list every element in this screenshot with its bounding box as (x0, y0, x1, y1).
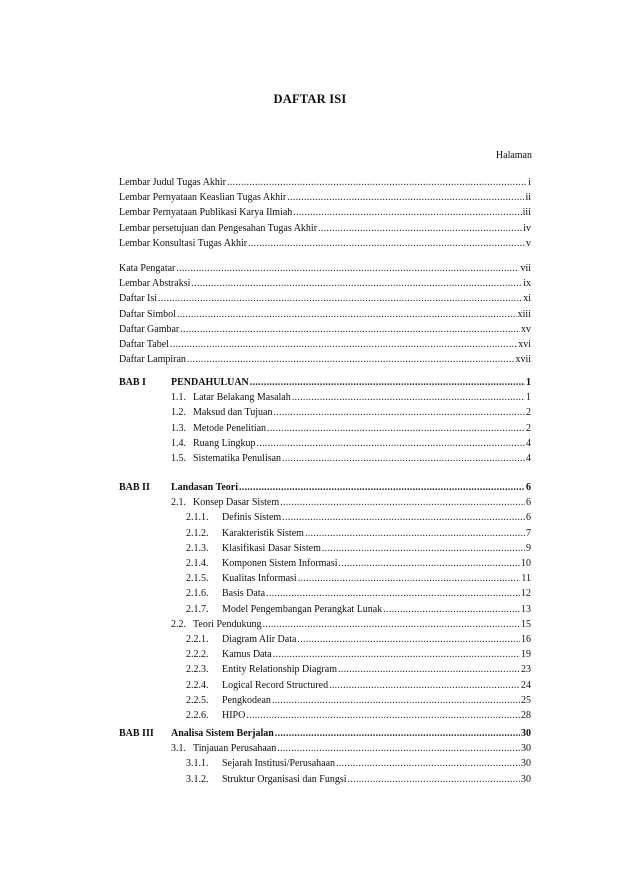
entry-number: 2.2.4. (186, 679, 209, 691)
chapter-entry (171, 376, 531, 390)
dot-leader (266, 587, 520, 601)
dot-leader (338, 663, 520, 677)
entry-number: 2.1.5. (186, 573, 209, 585)
entry-label: Daftar Tabel (119, 339, 169, 350)
entry-page-number: 4 (526, 453, 531, 464)
section-entry (171, 452, 531, 466)
entry-page-number: 24 (521, 679, 531, 691)
section-entry (171, 496, 531, 510)
halaman-label: Halaman (495, 150, 532, 161)
entry-page-number: ii (525, 192, 531, 204)
dot-leader (280, 496, 525, 510)
entry-label: Sejarah Institusi/Perusahaan (222, 758, 336, 770)
entry-label: Struktur Organisasi dan Fungsi (222, 773, 347, 785)
entry-number: 1.5. (171, 453, 186, 464)
entry-number: 2.2.6. (186, 710, 209, 721)
entry-page-number: 4 (526, 437, 531, 449)
entry-number: 2.1.4. (186, 558, 209, 569)
entry-label: Entity Relationship Diagram (222, 664, 337, 676)
subsection-entry (186, 773, 531, 787)
dot-leader (348, 773, 520, 787)
entry-label: Lembar Konsultasi Tugas Akhir (119, 237, 248, 249)
entry-number: 1.4. (171, 437, 186, 449)
entry-page-number: 30 (521, 773, 531, 785)
dot-leader (227, 176, 527, 190)
dot-leader (282, 511, 525, 525)
entry-page-number: 28 (521, 710, 531, 721)
entry-number: 3.1. (171, 743, 186, 755)
entry-label: Daftar Isi (119, 293, 158, 305)
entry-number: 2.2. (171, 618, 186, 630)
entry-label: Daftar Simbol (119, 308, 176, 320)
entry-label: Klasifikasi Dasar Sistem (222, 542, 321, 554)
entry-page-number: iii (522, 207, 531, 219)
entry-label: Lembar Judul Tugas Akhir (119, 177, 226, 188)
entry-number: 2.2.1. (186, 634, 209, 645)
toc-entry (119, 262, 531, 276)
entry-number: 1.1. (171, 392, 186, 404)
entry-page-number: 23 (521, 664, 531, 676)
chapter-entry (171, 481, 531, 495)
subsection-entry (186, 511, 531, 525)
entry-number: 2.1.3. (186, 542, 209, 554)
entry-page-number: 13 (521, 603, 531, 615)
entry-number: 2.2.3. (186, 664, 209, 676)
section-entry (171, 742, 531, 756)
dot-leader (282, 452, 525, 466)
dot-leader (176, 262, 519, 276)
entry-page-number: xvi (518, 339, 531, 350)
toc-entry (119, 353, 531, 367)
entry-number: 1.2. (171, 407, 186, 419)
entry-number: 3.1.2. (186, 773, 209, 785)
entry-page-number: 6 (526, 497, 531, 509)
toc-entry (119, 323, 531, 337)
toc-entry (119, 191, 531, 205)
entry-page-number: 10 (521, 558, 531, 569)
section-entry (171, 437, 531, 451)
entry-page-number: xi (523, 293, 531, 305)
entry-page-number: ix (523, 278, 531, 290)
entry-label: Maksud dan Tujuan (193, 407, 273, 419)
dot-leader (250, 376, 525, 390)
entry-label: Lembar Abstraksi (119, 278, 191, 290)
dot-leader (339, 557, 520, 571)
chapter-entry (171, 727, 531, 741)
subsection-entry (186, 709, 531, 723)
entry-label: Teori Pendukung (193, 618, 262, 630)
entry-page-number: 16 (521, 634, 531, 645)
entry-label: Pengkodean (222, 694, 271, 706)
entry-number: 2.2.5. (186, 694, 209, 706)
dot-leader (292, 391, 525, 405)
subsection-entry (186, 557, 531, 571)
toc-entry (119, 277, 531, 291)
entry-page-number: 30 (521, 758, 531, 770)
entry-page-number: vii (520, 263, 531, 274)
entry-page-number: xiii (517, 308, 531, 320)
dot-leader (158, 292, 522, 306)
entry-label: Diagram Alir Data (222, 634, 297, 645)
entry-page-number: 30 (521, 728, 531, 739)
subsection-entry (186, 679, 531, 693)
dot-leader (246, 709, 520, 723)
subsection-entry (186, 694, 531, 708)
entry-label: Karakteristik Sistem (222, 527, 304, 539)
entry-page-number: 11 (521, 573, 531, 585)
dot-leader (275, 727, 520, 741)
dot-leader (180, 323, 520, 337)
dot-leader (177, 308, 517, 322)
toc-entry (119, 222, 531, 236)
entry-page-number: 1 (526, 392, 531, 404)
dot-leader (298, 572, 521, 586)
entry-number: 2.1.2. (186, 527, 209, 539)
entry-label: Kualitas Informasi (222, 573, 297, 585)
entry-page-number: 7 (526, 527, 531, 539)
entry-label: PENDAHULUAN (171, 377, 249, 388)
subsection-entry (186, 633, 531, 647)
toc-entry (119, 176, 531, 190)
entry-number: 2.1.1. (186, 512, 209, 524)
entry-number: 2.1.7. (186, 603, 209, 615)
chapter-label: BAB I (119, 377, 146, 388)
entry-label: Lembar Pernyataan Publikasi Karya Ilmiah (119, 207, 293, 219)
dot-leader (170, 338, 517, 352)
entry-label: Logical Record Structured (222, 679, 329, 691)
entry-page-number: 9 (526, 542, 531, 554)
entry-page-number: 1 (526, 377, 531, 388)
subsection-entry (186, 663, 531, 677)
entry-label: Konsep Dasar Sistem (193, 497, 280, 509)
entry-label: Lembar Pernyataan Keaslian Tugas Akhir (119, 192, 287, 204)
entry-page-number: iv (523, 222, 531, 234)
toc-entry (119, 292, 531, 306)
dot-leader (329, 679, 520, 693)
dot-leader (239, 481, 525, 495)
chapter-label: BAB III (119, 728, 154, 739)
dot-leader (257, 437, 526, 451)
entry-page-number: 2 (526, 422, 531, 434)
subsection-entry (186, 527, 531, 541)
subsection-entry (186, 542, 531, 556)
entry-label: Daftar Gambar (119, 323, 180, 335)
entry-number: 1.3. (171, 422, 186, 434)
dot-leader (383, 603, 520, 617)
entry-label: HIPO (222, 710, 246, 721)
dot-leader (187, 353, 515, 367)
subsection-entry (186, 572, 531, 586)
section-entry (171, 406, 531, 420)
entry-page-number: 25 (521, 694, 531, 706)
dot-leader (287, 191, 524, 205)
dot-leader (293, 206, 521, 220)
entry-label: Analisa Sistem Berjalan (171, 728, 274, 739)
chapter-label: BAB II (119, 482, 150, 493)
entry-label: Model Pengembangan Perangkat Lunak (222, 603, 383, 615)
entry-page-number: v (526, 237, 531, 249)
entry-number: 2.1.6. (186, 588, 209, 600)
entry-page-number: 6 (526, 482, 531, 493)
entry-page-number: i (528, 177, 531, 188)
page-title: DAFTAR ISI (273, 92, 347, 106)
subsection-entry (186, 648, 531, 662)
dot-leader (336, 757, 520, 771)
toc-entry (119, 206, 531, 220)
subsection-entry (186, 603, 531, 617)
dot-leader (273, 406, 525, 420)
entry-label: Kamus Data (222, 649, 272, 661)
dot-leader (305, 527, 525, 541)
entry-label: Sistematika Penulisan (193, 453, 282, 464)
entry-label: Latar Belakang Masalah (193, 392, 291, 404)
entry-page-number: 2 (526, 407, 531, 419)
entry-label: Basis Data (222, 588, 266, 600)
dot-leader (277, 742, 520, 756)
entry-label: Landasan Teori (171, 482, 238, 493)
dot-leader (272, 694, 520, 708)
entry-page-number: 6 (526, 512, 531, 524)
dot-leader (318, 222, 522, 236)
dot-leader (322, 542, 525, 556)
subsection-entry (186, 757, 531, 771)
entry-label: Metode Penelitian (193, 422, 267, 434)
dot-leader (273, 648, 520, 662)
toc-entry (119, 237, 531, 251)
section-entry (171, 422, 531, 436)
dot-leader (297, 633, 520, 647)
entry-page-number: xvii (515, 354, 531, 366)
entry-page-number: 19 (521, 649, 531, 661)
entry-page-number: 15 (521, 618, 531, 630)
entry-label: Kata Pengatar (119, 263, 176, 274)
entry-label: Tinjauan Perusahaan (193, 743, 277, 755)
dot-leader (191, 277, 522, 291)
entry-label: Komponen Sistem Informasi (222, 558, 338, 569)
toc-entry (119, 338, 531, 352)
dot-leader (248, 237, 525, 251)
entry-number: 2.2.2. (186, 649, 209, 661)
section-entry (171, 391, 531, 405)
entry-label: Lembar persetujuan dan Pengesahan Tugas Akhir (119, 222, 318, 234)
section-entry (171, 618, 531, 632)
entry-page-number: 12 (521, 588, 531, 600)
entry-page-number: 30 (521, 743, 531, 755)
entry-label: Ruang Lingkup (193, 437, 256, 449)
dot-leader (267, 422, 525, 436)
entry-label: Definis Sistem (222, 512, 282, 524)
entry-number: 3.1.1. (186, 758, 209, 770)
subsection-entry (186, 587, 531, 601)
toc-entry (119, 308, 531, 322)
entry-label: Daftar Lampiran (119, 354, 186, 366)
dot-leader (262, 618, 520, 632)
entry-page-number: xv (521, 323, 531, 335)
entry-number: 2.1. (171, 497, 186, 509)
